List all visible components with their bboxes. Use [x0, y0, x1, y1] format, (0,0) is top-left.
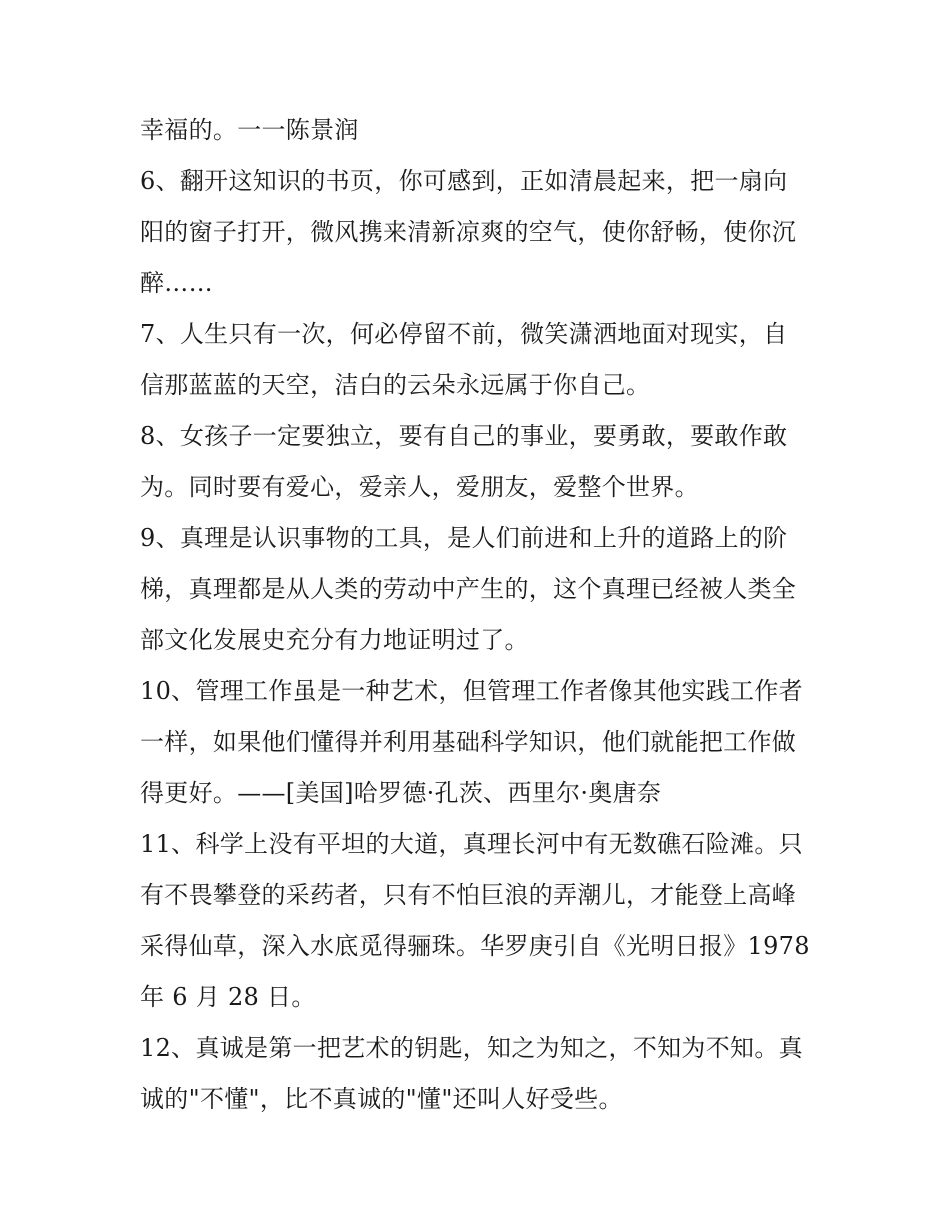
text-line: 有不畏攀登的采药者，只有不怕巨浪的弄潮儿，才能登上高峰 — [140, 881, 797, 909]
text-line: 信那蓝蓝的天空，洁白的云朵永远属于你自己。 — [140, 371, 651, 399]
document-page — [140, 108, 820, 1128]
text-line: 11、科学上没有平坦的大道，真理长河中有无数礁石险滩。只 — [140, 830, 803, 858]
text-line: 幸福的。一一陈景润 — [140, 116, 359, 144]
text-line: 年 6 月 28 日。 — [140, 983, 316, 1011]
text-line: 部文化发展史充分有力地证明过了。 — [140, 626, 529, 654]
text-line: 采得仙草，深入水底觅得骊珠。华罗庚引自《光明日报》1978 — [140, 932, 810, 960]
text-line: 为。同时要有爱心，爱亲人，爱朋友，爱整个世界。 — [140, 473, 699, 501]
text-line: 一样，如果他们懂得并利用基础科学知识，他们就能把工作做 — [140, 728, 797, 756]
text-line: 10、管理工作虽是一种艺术，但管理工作者像其他实践工作者 — [140, 677, 803, 705]
text-line: 9、真理是认识事物的工具，是人们前进和上升的道路上的阶 — [140, 524, 788, 552]
text-line: 梯，真理都是从人类的劳动中产生的，这个真理已经被人类全 — [140, 575, 797, 603]
text-line: 诚的"不懂"，比不真诚的"懂"还叫人好受些。 — [140, 1085, 623, 1113]
text-line: 7、人生只有一次，何必停留不前，微笑潇洒地面对现实，自 — [140, 320, 788, 348]
text-line: 6、翻开这知识的书页，你可感到，正如清晨起来，把一扇向 — [140, 167, 788, 195]
text-line: 得更好。——[美国]哈罗德·孔茨、西里尔·奥唐奈 — [140, 779, 662, 807]
text-line: 12、真诚是第一把艺术的钥匙，知之为知之，不知为不知。真 — [140, 1034, 803, 1062]
text-line: 醉…… — [140, 269, 213, 297]
text-line: 阳的窗子打开，微风携来清新凉爽的空气，使你舒畅，使你沉 — [140, 218, 797, 246]
text-line: 8、女孩子一定要独立，要有自己的事业，要勇敢，要敢作敢 — [140, 422, 788, 450]
